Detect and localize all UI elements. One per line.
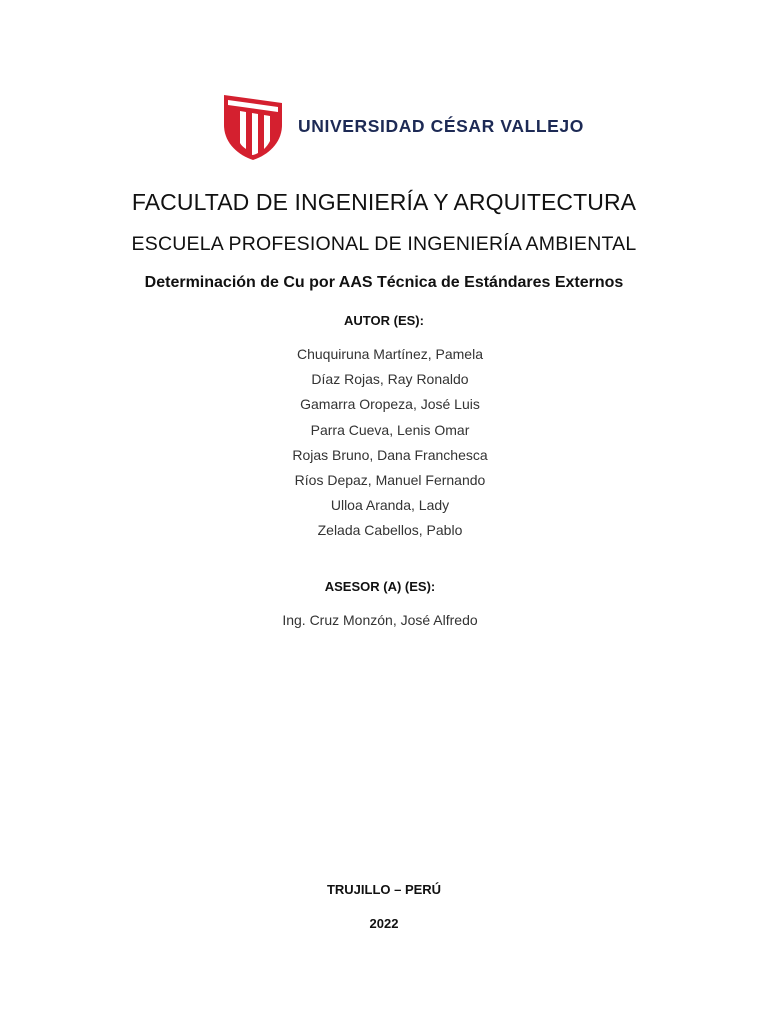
author-name: Ríos Depaz, Manuel Fernando [294,471,486,488]
authors-label: AUTOR (ES): [344,313,424,328]
author-name: Gamarra Oropeza, José Luis [300,396,480,413]
university-name: UNIVERSIDAD CÉSAR VALLEJO [298,115,584,136]
ucv-shield-icon [222,91,284,161]
faculty-heading: FACULTAD DE INGENIERÍA Y ARQUITECTURA [131,189,637,215]
author-name: Chuquiruna Martínez, Pamela [297,346,483,362]
document-title: Determinación de Cu por AAS Técnica de Estándares Externos [144,274,624,291]
author-name: Parra Cueva, Lenis Omar [310,421,470,438]
year: 2022 [369,916,399,931]
author-name: Díaz Rojas, Ray Ronaldo [311,371,469,388]
author-name: Ulloa Aranda, Lady [330,497,450,514]
author-name: Zelada Cabellos, Pablo [317,522,463,539]
author-name: Rojas Bruno, Dana Franchesca [292,446,488,463]
authors-list [240,344,540,546]
school-heading: ESCUELA PROFESIONAL DE INGENIERÍA AMBIENTAL [131,233,637,255]
advisor-label: ASESOR (A) (ES): [324,579,436,594]
university-logo [222,88,584,164]
city-country: TRUJILLO – PERÚ [326,882,442,897]
advisor-name: Ing. Cruz Monzón, José Alfredo [282,612,478,628]
